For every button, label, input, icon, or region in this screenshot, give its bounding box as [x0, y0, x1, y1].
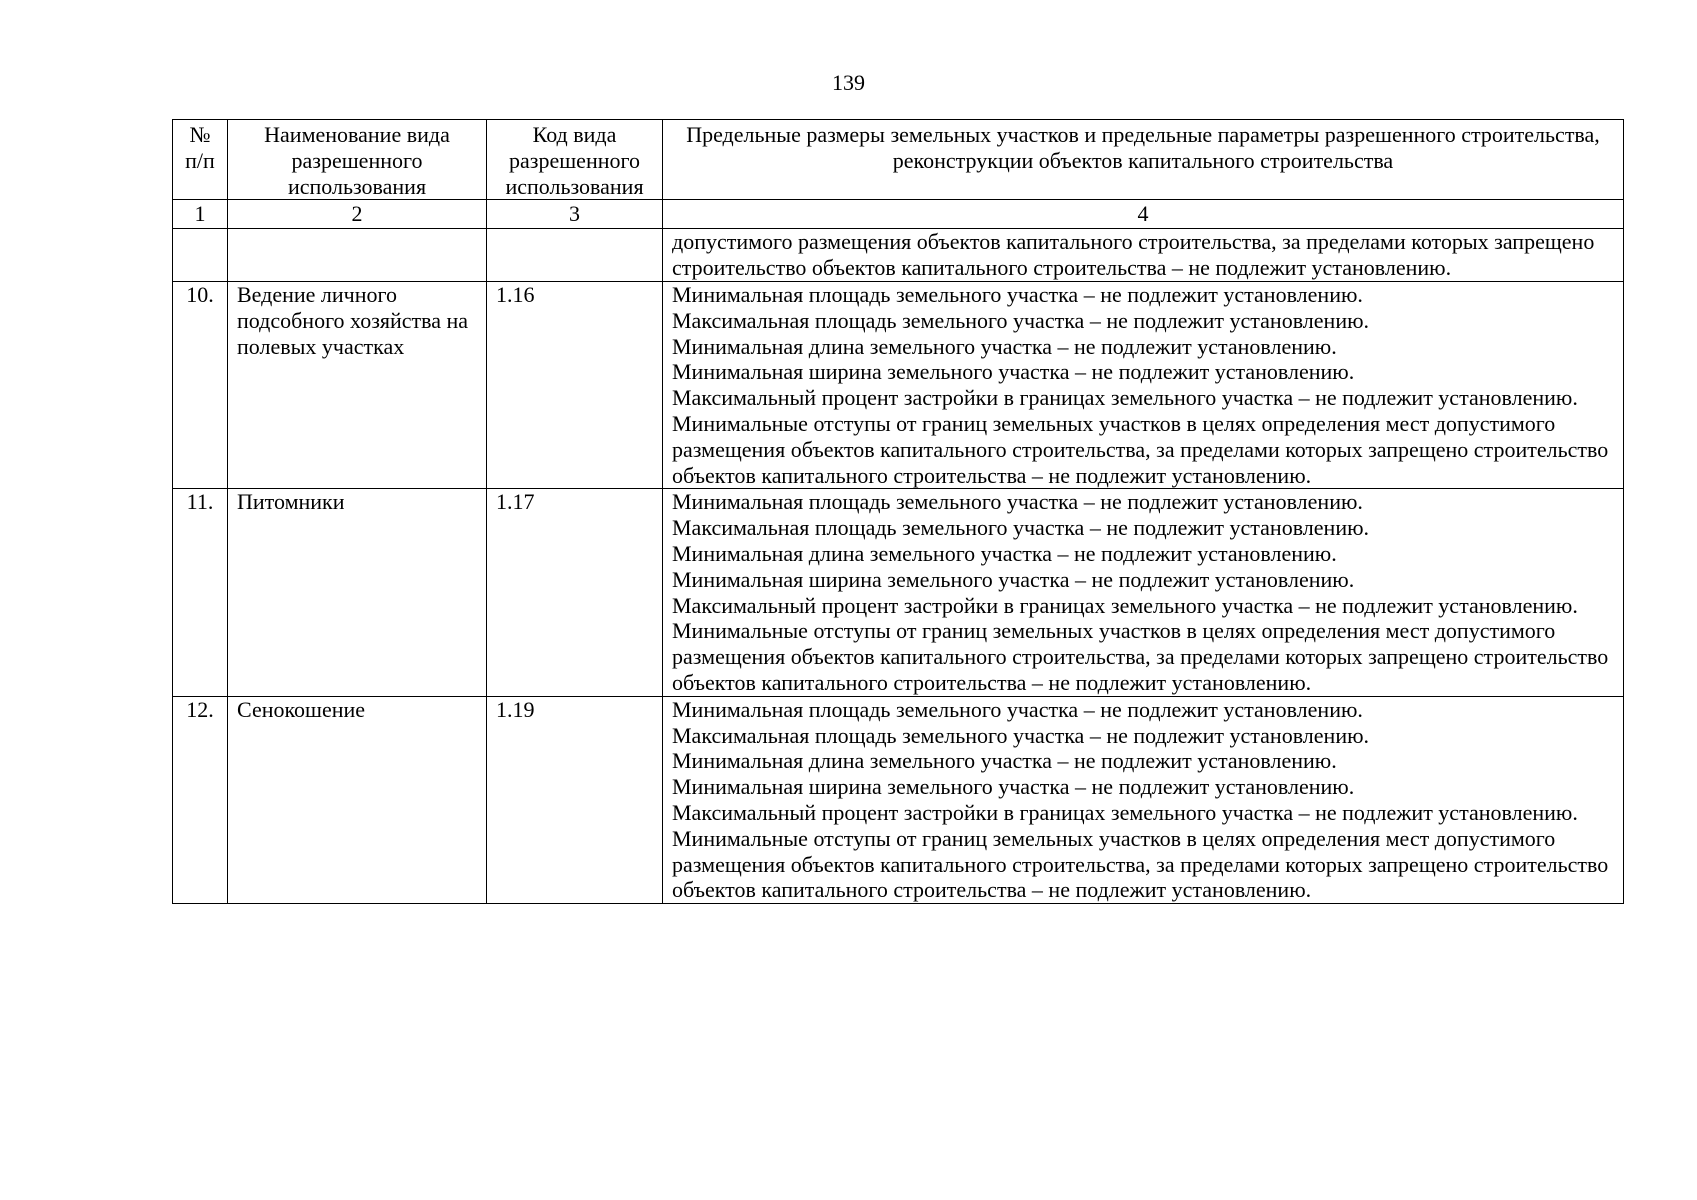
- table-row: [173, 281, 1624, 488]
- row-parameters: [663, 281, 1624, 488]
- header-row: [173, 120, 1624, 200]
- parameter-line: Минимальная площадь земельного участка – не подлежит установлению.: [672, 489, 1363, 515]
- table-row: [173, 489, 1624, 696]
- parameter-line: Минимальная площадь земельного участка – не подлежит установлению.: [672, 281, 1363, 307]
- parameter-line: Минимальная ширина земельного участка – не подлежит установлению.: [672, 359, 1355, 385]
- row-use-code: [487, 229, 663, 282]
- parameter-line: Минимальная ширина земельного участка – не подлежит установлению.: [672, 774, 1355, 800]
- column-number-row: [173, 200, 1624, 229]
- page-number: 139: [832, 70, 865, 95]
- column-number: 3: [487, 200, 663, 229]
- table-row-continuation: [173, 229, 1624, 282]
- row-parameters: [663, 489, 1624, 696]
- table-body: [173, 229, 1624, 904]
- row-use-name: [228, 229, 487, 282]
- row-use-code: 1.17: [487, 489, 663, 696]
- column-number: 1: [173, 200, 228, 229]
- row-use-name: Ведение личного подсобного хозяйства на полевых участках: [228, 281, 487, 488]
- land-use-table: [172, 119, 1624, 904]
- parameter-line: допустимого размещения объектов капитального строительства, за пределами которых запрещено строительство объектов капитального строительства – не подлежит установлению.: [672, 229, 1595, 281]
- row-number: [173, 229, 228, 282]
- parameter-line: Максимальная площадь земельного участка – не подлежит установлению.: [672, 722, 1370, 748]
- parameter-line: Максимальный процент застройки в границах земельного участка – не подлежит установлению.: [672, 799, 1578, 825]
- parameter-line: Минимальные отступы от границ земельных участков в целях определения мест допустимого размещения объектов капитального строительства, за пределами которых запрещено строительство объектов капитального строительства – не подлежит установлению.: [672, 618, 1609, 695]
- row-parameters: [663, 696, 1624, 903]
- parameter-line: Минимальная площадь земельного участка – не подлежит установлению.: [672, 696, 1363, 722]
- column-number: 4: [663, 200, 1624, 229]
- row-use-name: Питомники: [228, 489, 487, 696]
- column-number: 2: [228, 200, 487, 229]
- parameter-line: Максимальный процент застройки в границах земельного участка – не подлежит установлению.: [672, 592, 1578, 618]
- header-number: № п/п: [173, 120, 228, 200]
- row-parameters: [663, 229, 1624, 282]
- row-use-code: 1.19: [487, 696, 663, 903]
- parameter-line: Максимальный процент застройки в границах земельного участка – не подлежит установлению.: [672, 385, 1578, 411]
- parameter-line: Минимальная длина земельного участка – не подлежит установлению.: [672, 540, 1337, 566]
- parameter-line: Минимальная длина земельного участка – не подлежит установлению.: [672, 333, 1337, 359]
- header-use-name: Наименование вида разрешенного использования: [228, 120, 487, 200]
- parameter-line: Минимальные отступы от границ земельных участков в целях определения мест допустимого размещения объектов капитального строительства, за пределами которых запрещено строительство объектов капитального строительства – не подлежит установлению.: [672, 410, 1609, 488]
- row-use-name: Сенокошение: [228, 696, 487, 903]
- parameter-line: Минимальная ширина земельного участка – не подлежит установлению.: [672, 566, 1355, 592]
- table-row: [173, 696, 1624, 903]
- row-number: 10.: [173, 281, 228, 488]
- header-parameters: Предельные размеры земельных участков и предельные параметры разрешенного строительства, реконструкции объектов капитального строительства: [663, 120, 1624, 200]
- parameter-line: Минимальные отступы от границ земельных участков в целях определения мест допустимого размещения объектов капитального строительства, за пределами которых запрещено строительство объектов капитального строительства – не подлежит установлению.: [672, 825, 1609, 903]
- table-header: [173, 120, 1624, 229]
- row-number: 12.: [173, 696, 228, 903]
- row-use-code: 1.16: [487, 281, 663, 488]
- parameter-line: Максимальная площадь земельного участка – не подлежит установлению.: [672, 515, 1370, 541]
- parameter-line: Минимальная длина земельного участка – не подлежит установлению.: [672, 748, 1337, 774]
- header-use-code: Код вида разрешенного использования: [487, 120, 663, 200]
- row-number: 11.: [173, 489, 228, 696]
- parameter-line: Максимальная площадь земельного участка – не подлежит установлению.: [672, 307, 1370, 333]
